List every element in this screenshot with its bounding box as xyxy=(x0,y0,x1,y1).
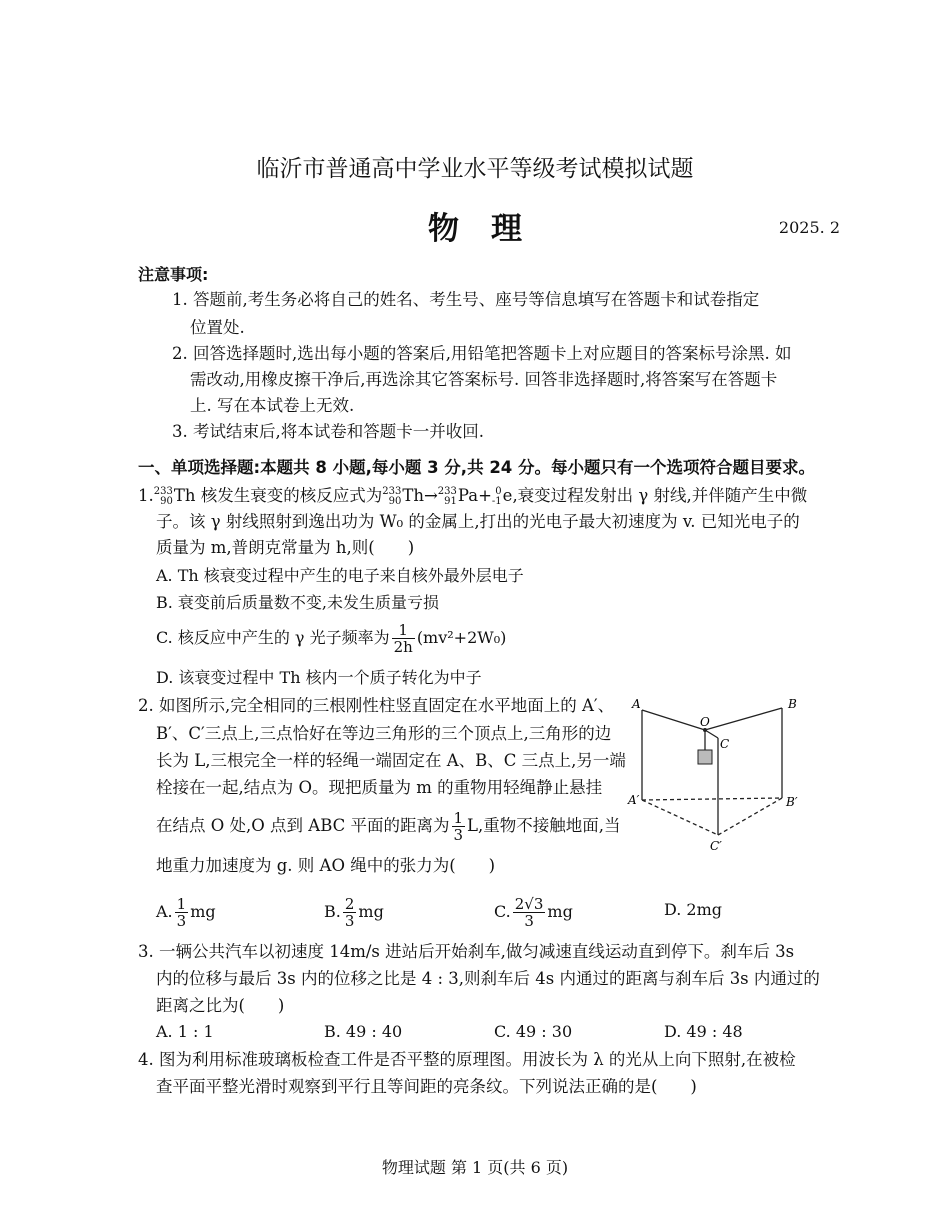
q1-option-d: D. 该衰变过程中 Th 核内一个质子转化为中子 xyxy=(156,668,482,687)
page-footer: 物理试题 第 1 页(共 6 页) xyxy=(381,1158,569,1177)
notice-item: 1. 答题前,考生务必将自己的姓名、考生号、座号等信息填写在答题卡和试卷指定 xyxy=(172,290,760,309)
q3-line: 距离之比为( ) xyxy=(156,996,285,1015)
q2-option-a: A. $\frac{1}{3}$ mg xyxy=(156,895,216,930)
q2-option-d: D. 2mg xyxy=(664,900,723,919)
string-ao xyxy=(642,710,705,730)
string-bo xyxy=(705,708,782,730)
exam-title: 临沂市普通高中学业水平等级考试模拟试题 xyxy=(256,156,694,182)
q2-line: 栓接在一起,结点为 O。现把质量为 m 的重物用轻绳静止悬挂 xyxy=(156,778,603,797)
q2-figure xyxy=(620,690,820,860)
exam-date: 2025. 2 xyxy=(778,218,840,237)
label-c-prime: C′ xyxy=(710,839,722,853)
q2-line: 2. 如图所示,完全相同的三根刚性柱竖直固定在水平地面上的 A′、 xyxy=(138,696,615,715)
weight-block xyxy=(698,750,712,764)
label-b-prime: B′ xyxy=(786,795,798,809)
q1-option-b: B. 衰变前后质量数不变,未发生质量亏损 xyxy=(156,593,440,612)
q2-option-b: B. $\frac{2}{3}$ mg xyxy=(324,895,384,930)
q2-line: 在结点 O 处,O 点到 ABC 平面的距离为 $\frac{1}{3}$ L,重物不接触地面,当 xyxy=(156,809,621,844)
q4-line: 查平面平整光滑时观察到平行且等间距的亮条纹。下列说法正确的是( ) xyxy=(156,1077,697,1096)
q1-option-a: A. Th 核衰变过程中产生的电子来自核外最外层电子 xyxy=(156,566,524,585)
label-b: B xyxy=(788,697,797,711)
q4-line: 4. 图为利用标准玻璃板检查工件是否平整的原理图。用波长为 λ 的光从上向下照射,在被检 xyxy=(138,1050,796,1069)
q3-option-a: A. 1 : 1 xyxy=(156,1022,214,1041)
q1-line1: 1. 233 90 Th 核发生衰变的核反应式为 233 90 Th→ 233 91 Pa+ 0 -1 e,衰变过程发射出 γ 射线,并伴随产生中微 xyxy=(138,485,808,507)
q2-line: 地重力加速度为 g. 则 AO 绳中的张力为( ) xyxy=(156,856,496,875)
q1-number: 1. xyxy=(138,486,154,505)
notice-item: 上. 写在本试卷上无效. xyxy=(190,396,355,415)
q3-option-d: D. 49 : 48 xyxy=(664,1022,743,1041)
q1-line2: 子。该 γ 射线照射到逸出功为 W₀ 的金属上,打出的光电子最大初速度为 v. 已知光电子的 xyxy=(156,512,800,531)
subject-title: 物理 xyxy=(428,211,554,247)
ground-edge xyxy=(642,798,782,800)
q2-fraction: $\frac{1}{3}$ xyxy=(453,809,464,844)
q1-isotope-pa: 233 91 xyxy=(437,485,457,507)
notice-item: 位置处. xyxy=(190,318,245,337)
string-co xyxy=(705,730,718,738)
q1-isotope-th: 233 90 xyxy=(153,485,173,507)
q2-option-c: C. $\frac{2√3}{3}$ mg xyxy=(494,895,573,930)
notice-item: 需改动,用橡皮擦干净后,再选涂其它答案标号. 回答非选择题时,将答案写在答题卡 xyxy=(190,370,778,389)
q1-isotope-th2: 233 90 xyxy=(382,485,402,507)
section-heading: 一、单项选择题:本题共 8 小题,每小题 3 分,共 24 分。每小题只有一个选项符合题目要求。 xyxy=(138,458,816,477)
q1-option-c: C. 核反应中产生的 γ 光子频率为 $\frac{1}{2h}$ (mv²+2W₀) xyxy=(156,621,507,656)
ground-edge xyxy=(642,800,718,835)
q3-line: 内的位移与最后 3s 内的位移之比是 4 : 3,则刹车后 4s 内通过的距离与刹车后 3s 内通过的 xyxy=(156,969,820,988)
q2-line: B′、C′三点上,三点恰好在等边三角形的三个顶点上,三角形的边 xyxy=(156,724,612,743)
q1-fraction: $\frac{1}{2h}$ xyxy=(393,621,413,656)
notice-heading: 注意事项: xyxy=(138,265,209,284)
notice-item: 3. 考试结束后,将本试卷和答题卡一并收回. xyxy=(172,422,484,441)
q1-isotope-e: 0 -1 xyxy=(491,485,502,507)
label-c: C xyxy=(720,737,730,751)
label-a: A xyxy=(632,697,641,711)
q3-line: 3. 一辆公共汽车以初速度 14m/s 进站后开始刹车,做匀减速直线运动直到停下。刹车后 3s xyxy=(138,942,795,961)
notice-item: 2. 回答选择题时,选出每小题的答案后,用铅笔把答题卡上对应题目的答案标号涂黑. 如 xyxy=(172,344,792,363)
q2-line: 长为 L,三根完全一样的轻绳一端固定在 A、B、C 三点上,另一端 xyxy=(156,751,626,770)
label-o: O xyxy=(700,715,710,729)
ground-edge xyxy=(718,798,782,835)
q3-option-c: C. 49 : 30 xyxy=(494,1022,573,1041)
label-a-prime: A′ xyxy=(628,793,640,807)
q1-line3: 质量为 m,普朗克常量为 h,则( ) xyxy=(156,538,415,557)
q3-option-b: B. 49 : 40 xyxy=(324,1022,403,1041)
